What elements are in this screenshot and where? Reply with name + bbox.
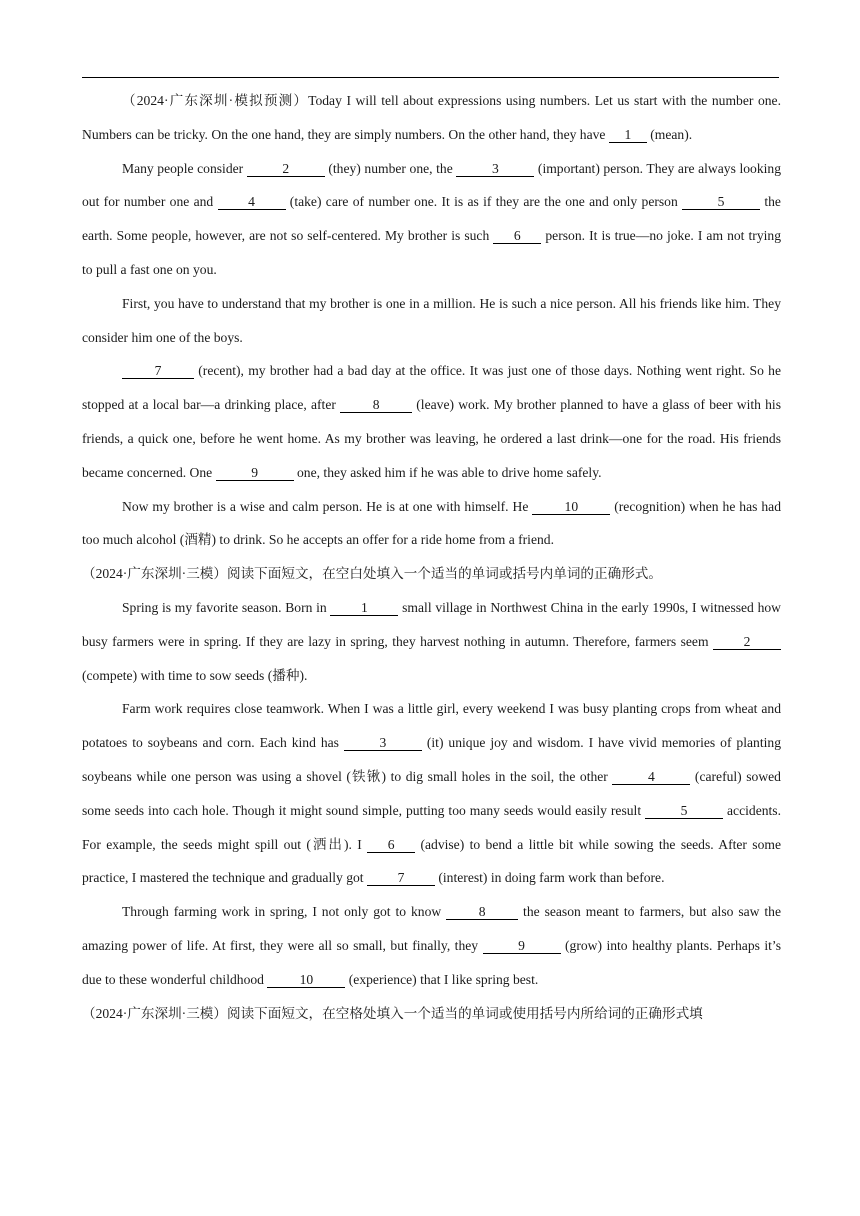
blank-7[interactable]: 7	[122, 363, 194, 379]
blank-p2-7[interactable]: 7	[367, 870, 435, 886]
blank-p2-3[interactable]: 3	[344, 735, 422, 751]
blank-5[interactable]: 5	[682, 194, 760, 210]
blank-10[interactable]: 10	[532, 499, 610, 515]
passage2-paragraph-2: Farm work requires close teamwork. When I was a little girl, every weekend I was busy planting crops from wheat and potatoes to soybeans and corn. Each kind has 3 (it) unique joy and wisdom. I have vivid memories of planting soybeans while one person was using a shovel (铁锹) to dig small holes in the soil, the other 4 (careful) sowed some seeds into cach hole. Though it might sound simple, putting too many seeds would easily result 5 accidents. For example, the seeds might spill out (洒出). I 6 (advise) to bend a little bit while sowing the seeds. After some practice, I mastered the technique and gradually got 7 (interest) in doing farm work than before.	[82, 701, 781, 886]
blank-p2-4[interactable]: 4	[612, 769, 690, 785]
blank-p2-2[interactable]: 2	[713, 634, 781, 650]
document-body	[82, 84, 781, 1030]
blank-1[interactable]: 1	[609, 127, 647, 143]
passage1-paragraph-3: First, you have to understand that my brother is one in a million. He is such a nice person. All his friends like him. They consider him one of the boys.	[82, 295, 781, 345]
passage2-paragraph-3: Through farming work in spring, I not only got to know 8 the season meant to farmers, but also saw the amazing power of life. At first, they were all so small, but finally, they 9 (grow) into healthy plants. Perhaps it’s due to these wonderful childhood 10 (experience) that I like spring best.	[82, 904, 781, 987]
passage2-header: （2024·广东深圳·三模）阅读下面短文，在空白处填入一个适当的单词或括号内单词的正确形式。	[82, 566, 662, 582]
passage3-header: （2024·广东深圳·三模）阅读下面短文，在空格处填入一个适当的单词或使用括号内所给词的正确形式填	[82, 1005, 703, 1021]
blank-p2-5[interactable]: 5	[645, 803, 723, 819]
blank-2[interactable]: 2	[247, 161, 325, 177]
passage1-paragraph-4: 7 (recent), my brother had a bad day at the office. It was just one of those days. Nothing went right. So he stopped at a local bar—a drinking place, after 8 (leave) work. My brother planned to have a glass of beer with his friends, a quick one, before he went home. As my brother was leaving, he ordered a last drink—one for the road. His friends became concerned. One 9 one, they asked him if he was able to drive home safely.	[82, 363, 781, 480]
header-rule	[82, 77, 779, 78]
passage1-paragraph-2: Many people consider 2 (they) number one, the 3 (important) person. They are always looking out for number one and 4 (take) care of number one. It is as if they are the one and only person 5 the earth. Some people, however, are not so self-centered. My brother is such 6 person. It is true—no joke. I am not trying to pull a fast one on you.	[82, 160, 781, 277]
passage1-paragraph-5: Now my brother is a wise and calm person. He is at one with himself. He 10 (recognition) when he has had too much alcohol (酒精) to drink. So he accepts an offer for a ride home from a friend.	[82, 498, 781, 548]
blank-p2-6[interactable]: 6	[367, 837, 415, 853]
blank-4[interactable]: 4	[218, 194, 286, 210]
blank-p2-10[interactable]: 10	[267, 972, 345, 988]
blank-p2-9[interactable]: 9	[483, 938, 561, 954]
passage1-paragraph-1: （2024·广东深圳·模拟预测）Today I will tell about expressions using numbers. Let us start with the number one. Numbers can be tricky. On the one hand, they are simply numbers. On the other hand, they have 1 (mean).	[82, 93, 781, 142]
passage2-paragraph-1: Spring is my favorite season. Born in 1 small village in Northwest China in the early 1990s, I witnessed how busy farmers were in spring. If they are lazy in spring, they harvest nothing in autumn. Therefore, farmers seem 2 (compete) with time to sow seeds (播种).	[82, 599, 781, 683]
blank-8[interactable]: 8	[340, 397, 412, 413]
blank-6[interactable]: 6	[493, 228, 541, 244]
blank-p2-1[interactable]: 1	[330, 600, 398, 616]
blank-p2-8[interactable]: 8	[446, 904, 518, 920]
blank-9[interactable]: 9	[216, 465, 294, 481]
blank-3[interactable]: 3	[456, 161, 534, 177]
